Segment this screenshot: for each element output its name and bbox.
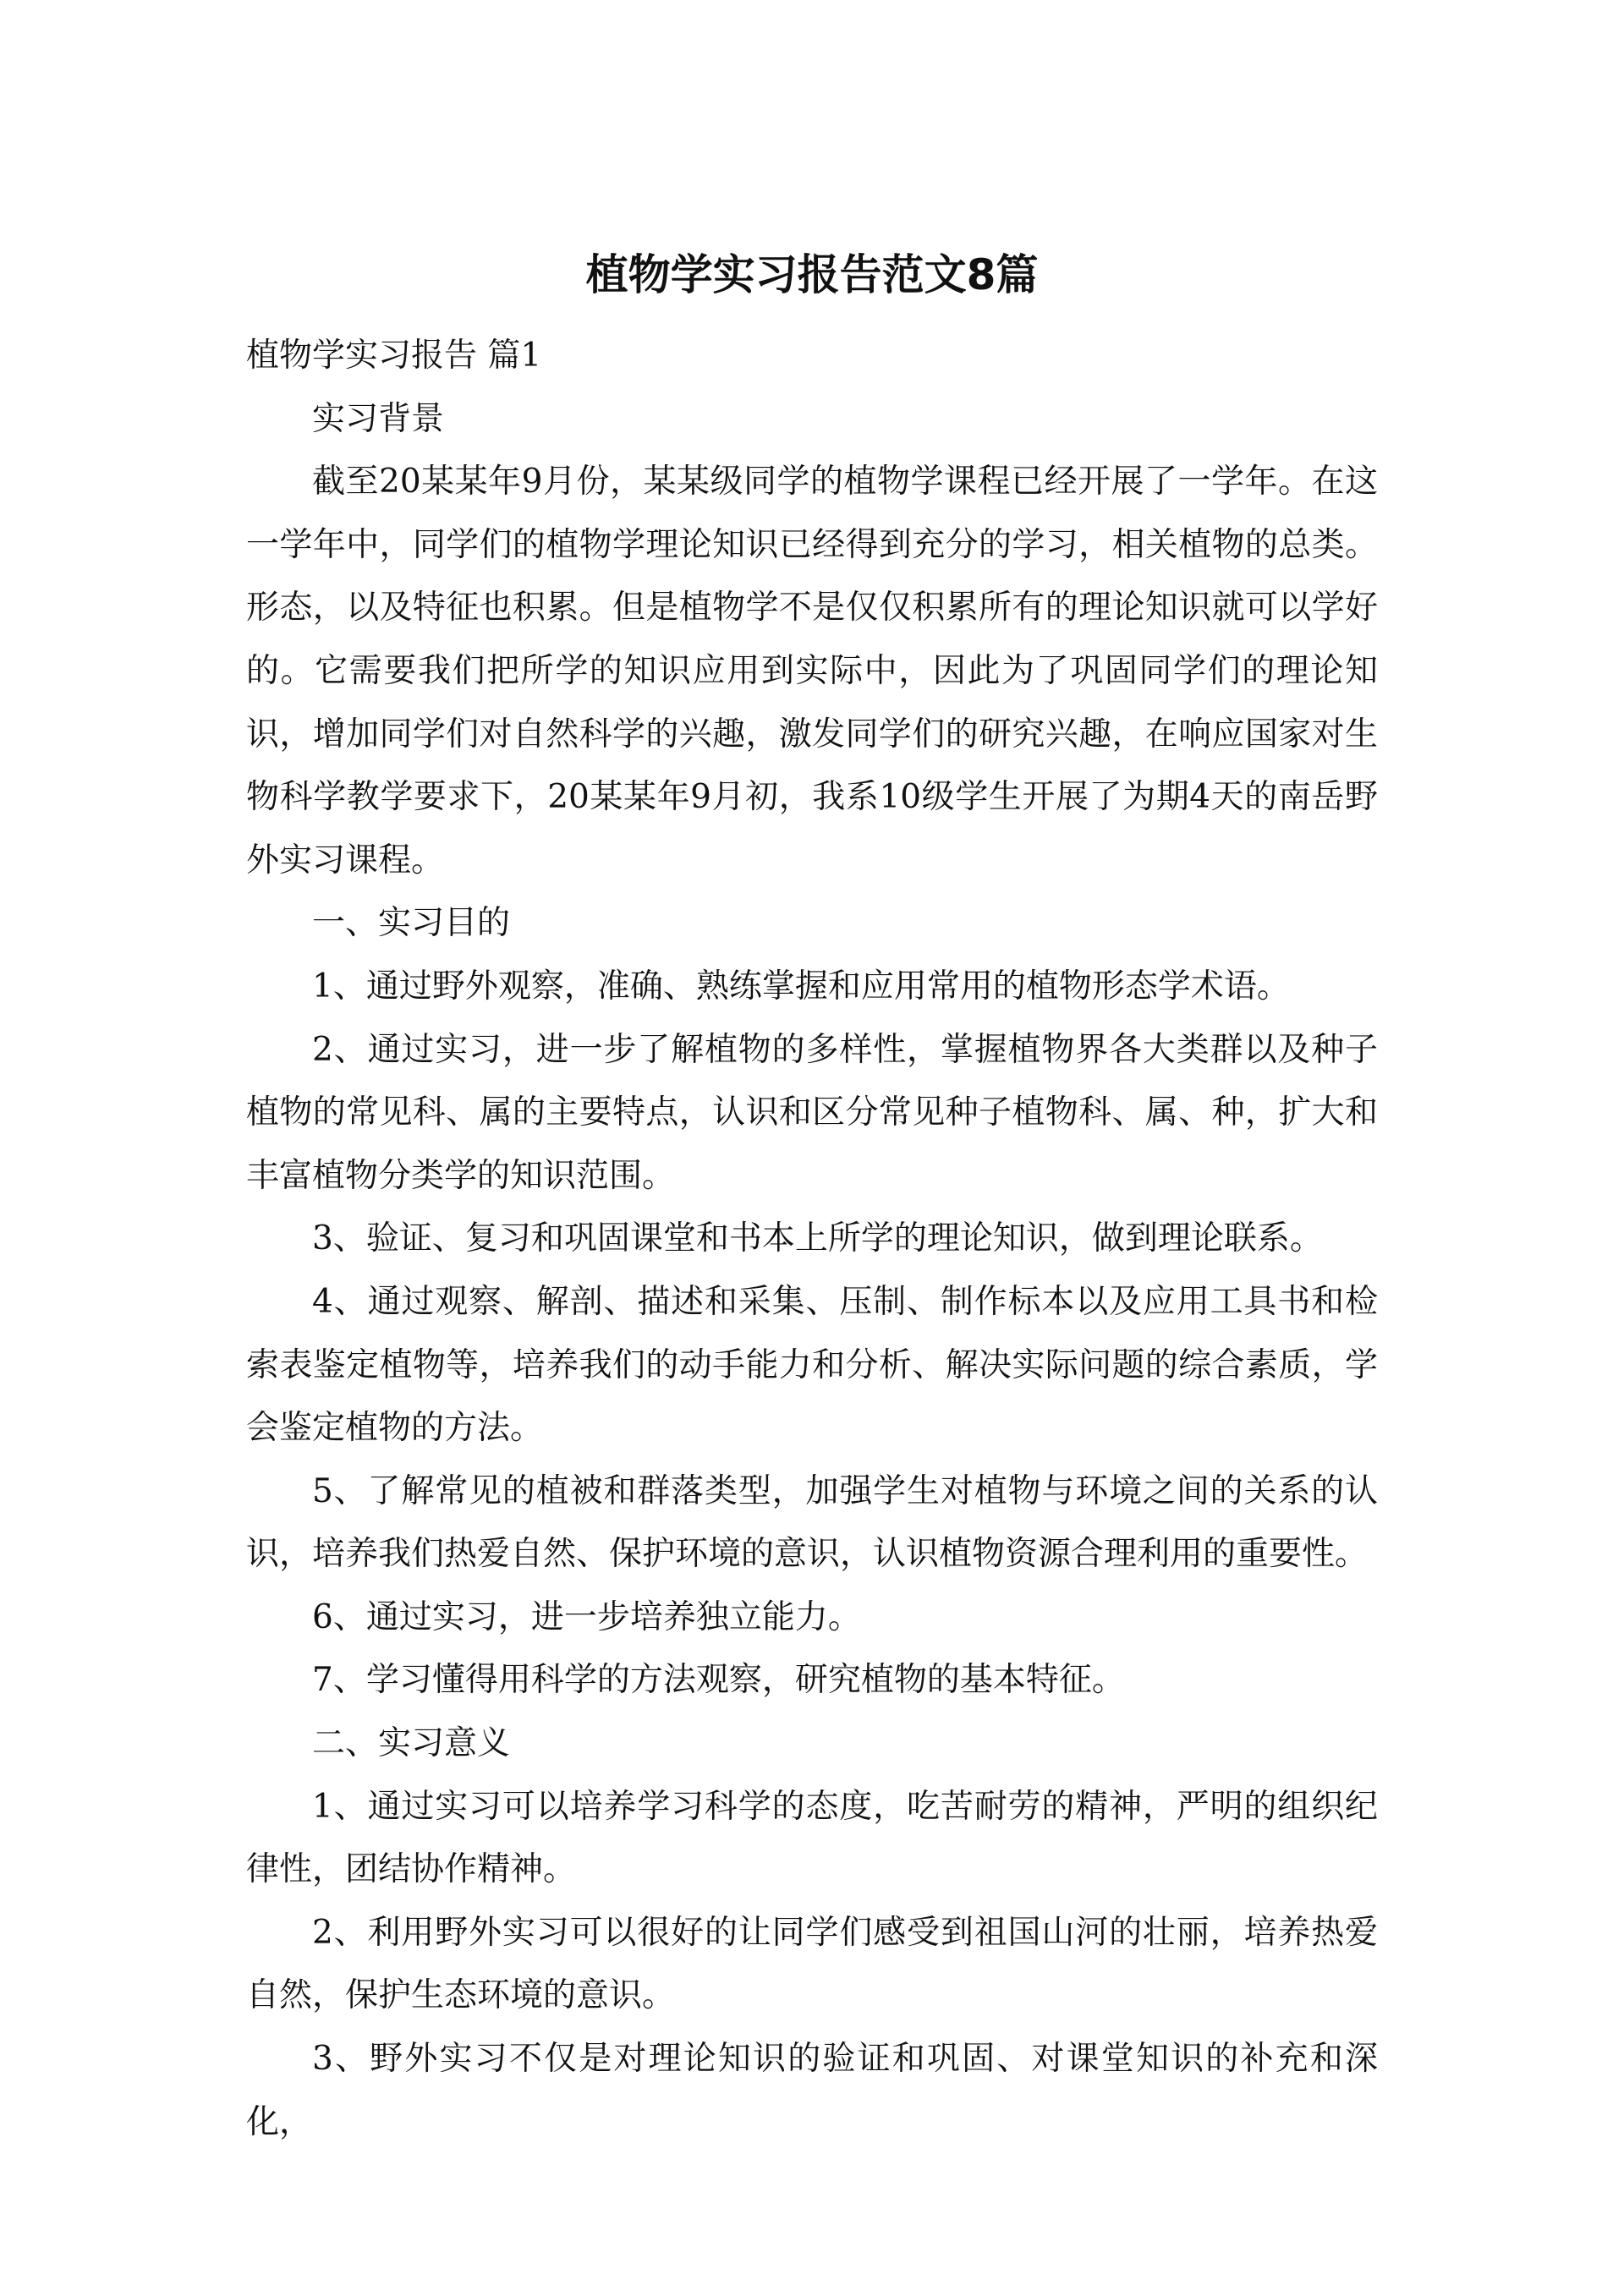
list-item: 1、通过野外观察，准确、熟练掌握和应用常用的植物形态学术语。 — [312, 967, 1290, 1006]
subheading: 实习背景 — [312, 399, 445, 438]
list-item: 6、通过实习，进一步培养独立能力。 — [312, 1597, 861, 1636]
subheading: 一、实习目的 — [312, 904, 511, 943]
list-item: 2、利用野外实习可以很好的让同学们感受到祖国山河的壮丽，培养热爱自然，保护生态环境的意识。 — [246, 1913, 1378, 2015]
list-item: 3、验证、复习和巩固课堂和书本上所学的理论知识，做到理论联系。 — [312, 1219, 1323, 1258]
list-item: 2、通过实习，进一步了解植物的多样性，掌握植物界各大类群以及种子植物的常见科、属的主要特点，认识和区分常见种子植物科、属、种，扩大和丰富植物分类学的知识范围。 — [246, 1030, 1378, 1195]
list-item: 5、了解常见的植被和群落类型，加强学生对植物与环境之间的关系的认识，培养我们热爱自然、保护环境的意识，认识植物资源合理利用的重要性。 — [246, 1471, 1378, 1574]
paragraph: 截至20某某年9月份，某某级同学的植物学课程已经开展了一学年。在这一学年中，同学们的植物学理论知识已经得到充分的学习，相关植物的总类。形态，以及特征也积累。但是植物学不是仅仅积累所有的理论知识就可以学好的。它需要我们把所学的知识应用到实际中，因此为了巩固同学们的理论知识，增加同学们对自然科学的兴趣，激发同学们的研究兴趣，在响应国家对生物科学教学要求下，20某某年9月初，我系10级学生开展了为期4天的南岳野外实习课程。 — [246, 463, 1378, 879]
document-title: 植物学实习报告范文8篇 — [585, 250, 1039, 299]
subheading: 二、实习意义 — [312, 1724, 511, 1763]
list-item: 7、学习懂得用科学的方法观察，研究植物的基本特征。 — [312, 1661, 1125, 1700]
list-item: 1、通过实习可以培养学习科学的态度，吃苦耐劳的精神，严明的组织纪律性，团结协作精神。 — [246, 1787, 1378, 1889]
list-item: 4、通过观察、解剖、描述和采集、压制、制作标本以及应用工具书和检索表鉴定植物等，培养我们的动手能力和分析、解决实际问题的综合素质，学会鉴定植物的方法。 — [246, 1282, 1378, 1448]
section-heading: 植物学实习报告 篇1 — [246, 337, 542, 375]
document-body — [246, 325, 1378, 2154]
list-item: 3、野外实习不仅是对理论知识的验证和巩固、对课堂知识的补充和深化， — [246, 2040, 1378, 2141]
